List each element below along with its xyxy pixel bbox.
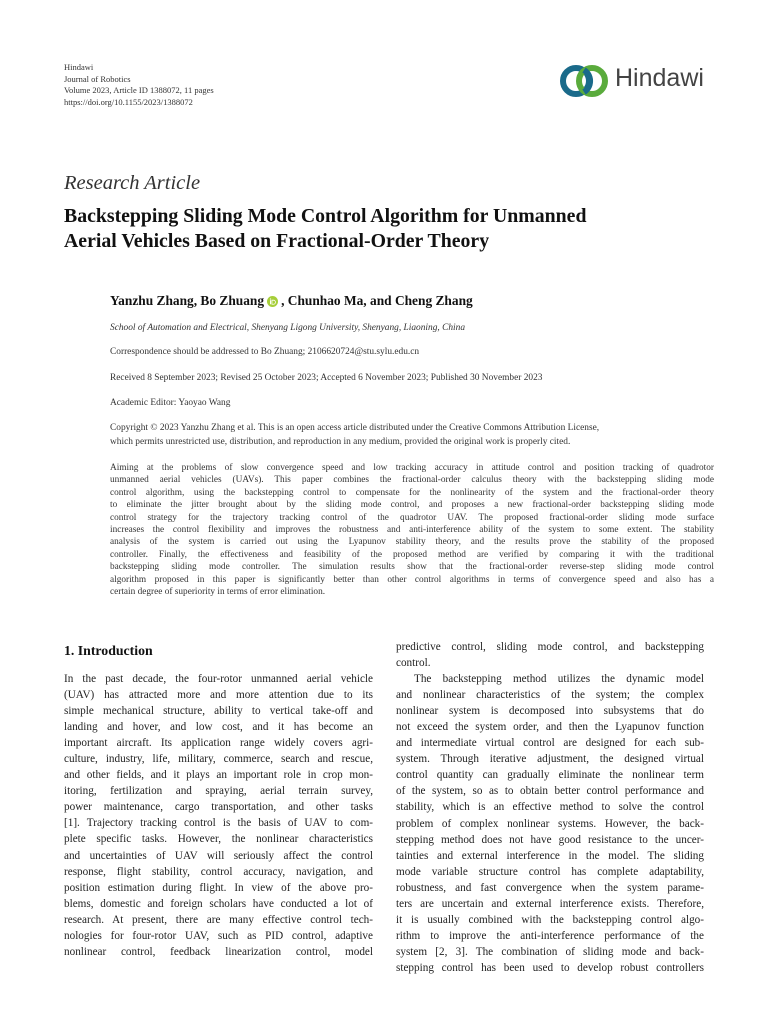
body-line: In the past decade, the four-rotor unmanned aerial vehicle bbox=[64, 673, 373, 685]
logo-wordmark: Hindawi bbox=[615, 64, 704, 92]
abstract-line: analysis of the system is carried out using the Lyapunov stability theory, and the results prove the stability of the proposed bbox=[110, 537, 714, 548]
body-line: itoring, fertilization and spraying, aerial terrain survey, bbox=[64, 785, 373, 798]
body-line: important aircraft. Its application range widely covers agri- bbox=[64, 737, 373, 750]
body-line: tainties and external interference in the model. The sliding bbox=[396, 849, 704, 862]
body-line: robustness, and fast convergence when the system parame- bbox=[396, 881, 704, 894]
body-line: stepping method does not have good resistance to the uncer- bbox=[396, 833, 704, 846]
body-line: and other fields, and it plays an important role in crop mon- bbox=[64, 769, 373, 782]
publication-dates: Received 8 September 2023; Revised 25 October 2023; Accepted 6 November 2023; Published 30 November 2023 bbox=[110, 373, 543, 383]
article-type: Research Article bbox=[64, 172, 201, 194]
left-column-text bbox=[64, 671, 373, 960]
authors-part: , Chunhao Ma, and Cheng Zhang bbox=[281, 293, 473, 308]
body-line: stepping control has been used to develop robust controllers bbox=[396, 961, 704, 974]
body-line: power maintenance, cargo transportation, and other tasks bbox=[64, 801, 373, 814]
doi-link[interactable]: https://doi.org/10.1155/2023/1388072 bbox=[64, 96, 193, 107]
body-line: simple mechanical structure, ability to vertical take-off and bbox=[64, 705, 373, 718]
abstract-line: algorithm proposed in this paper is significantly better than other control algorithms in terms of convergence speed and also has a bbox=[110, 574, 714, 585]
author-list bbox=[110, 293, 473, 309]
body-line: of the system, so as to obtain better control performance and bbox=[396, 785, 704, 798]
body-line: stability, which is an effective method to solve the control bbox=[396, 801, 704, 814]
body-line: plete specific tasks. However, the nonlinear characteristics bbox=[64, 833, 373, 846]
body-line: nologies for four-rotor UAV, such as PID control, adaptive bbox=[64, 929, 373, 942]
body-line: and intermediate virtual control are designed for each sub- bbox=[396, 737, 704, 750]
hindawi-logo bbox=[558, 60, 718, 102]
article-title bbox=[64, 204, 724, 254]
hindawi-rings-icon bbox=[558, 60, 614, 102]
title-line: Backstepping Sliding Mode Control Algorithm for Unmanned bbox=[64, 205, 587, 227]
abstract-line: controller. Finally, the effectiveness and feasibility of the proposed method are verified by comparing it with the traditional bbox=[110, 549, 714, 560]
abstract-line: Aiming at the problems of slow convergence speed and low tracking accuracy in attitude control and position tracking of quadrotor bbox=[110, 463, 714, 473]
abstract-line: unmanned aerial vehicles (UAVs). This paper combines the fractional-order calculus theory with the backstepping sliding mode bbox=[110, 475, 714, 486]
abstract-line: control algorithm, using the backstepping control to compensate for the nonlinearity of the system and the fractional-order theory bbox=[110, 487, 714, 498]
correspondence: Correspondence should be addressed to Bo Zhuang; 2106620724@stu.sylu.edu.cn bbox=[110, 347, 420, 357]
body-line: system. Through iterative adjustment, the designed virtual bbox=[396, 753, 704, 766]
body-line: culture, industry, life, military, commerce, search and rescue, bbox=[64, 753, 373, 766]
body-line: mode variable structure control has complete adaptability, bbox=[396, 865, 704, 878]
abstract-line: control strategy for the trajectory tracking control of the quadrotor UAV. The proposed fractional-order sliding mode surface bbox=[110, 512, 714, 523]
section-heading-introduction: 1. Introduction bbox=[64, 643, 153, 658]
body-line: nonlinear system is decomposed into subsystems that do bbox=[396, 705, 704, 718]
right-column-text bbox=[396, 639, 704, 976]
body-line: problem of complex nonlinear systems. However, the back- bbox=[396, 817, 704, 830]
body-line: landing and hover, and low cost, and it has become an bbox=[64, 721, 373, 734]
body-line: response, flight stability, control accuracy, navigation, and bbox=[64, 865, 373, 878]
journal-masthead bbox=[64, 62, 214, 108]
body-line: (UAV) has attracted more and more attention due to its bbox=[64, 689, 373, 702]
abstract-line: certain degree of superiority in terms of error elimination. bbox=[110, 587, 326, 598]
publisher-name: Hindawi bbox=[64, 62, 94, 72]
copyright-notice bbox=[110, 421, 720, 449]
authors-part: Yanzhu Zhang, Bo Zhuang bbox=[110, 293, 265, 308]
body-line: not exceed the system order, and then the Lyapunov function bbox=[396, 721, 704, 734]
body-line: blems, domestic and foreign scholars have conducted a lot of bbox=[64, 897, 373, 910]
body-line: and nonlinear characteristics of the system; the complex bbox=[396, 689, 704, 702]
body-line: predictive control, sliding mode control, and backstepping bbox=[396, 641, 704, 653]
body-line: system [2, 3]. The combination of sliding mode and back- bbox=[396, 945, 704, 958]
body-line: control. bbox=[396, 657, 431, 670]
abstract bbox=[110, 462, 714, 598]
affiliation: School of Automation and Electrical, Shenyang Ligong University, Shenyang, Liaoning, China bbox=[110, 323, 466, 333]
volume-info: Volume 2023, Article ID 1388072, 11 pages bbox=[64, 85, 214, 95]
orcid-icon[interactable] bbox=[267, 296, 278, 307]
abstract-line: backstepping sliding mode controller. The simulation results show that the fractional-order reverse-step sliding mode control bbox=[110, 562, 714, 573]
body-line: and uncertainties of UAV will seriously affect the control bbox=[64, 849, 373, 862]
journal-name: Journal of Robotics bbox=[64, 73, 131, 84]
body-line: rithm to improve the anti-interference performance of the bbox=[396, 929, 704, 942]
body-line: position estimation during flight. In view of the above pro- bbox=[64, 881, 373, 894]
copyright-line: Copyright © 2023 Yanzhu Zhang et al. This is an open access article distributed under the Creative Commons Attribution License, bbox=[110, 423, 600, 433]
body-line: research. At present, there are many effective control tech- bbox=[64, 913, 373, 926]
abstract-line: increases the control flexibility and improves the robustness and anti-interference ability of the system to some extent. The stability bbox=[110, 525, 714, 536]
title-line: Aerial Vehicles Based on Fractional-Order Theory bbox=[64, 230, 490, 252]
copyright-line: which permits unrestricted use, distribution, and reproduction in any medium, provided the original work is properly cited. bbox=[110, 437, 571, 447]
abstract-line: to eliminate the jitter brought about by the sliding mode control, and proposes a new fractional-order backstepping sliding mode bbox=[110, 500, 714, 511]
body-line: The backstepping method utilizes the dynamic model bbox=[414, 673, 704, 686]
academic-editor: Academic Editor: Yaoyao Wang bbox=[110, 398, 231, 408]
body-line: ters are uncertain and external interference exists. Therefore, bbox=[396, 897, 704, 910]
body-line: it is usually combined with the backstepping control algo- bbox=[396, 913, 704, 926]
body-line: nonlinear control, feedback linearization control, model bbox=[64, 945, 373, 958]
body-line: control quantity can gradually eliminate the nonlinear term bbox=[396, 769, 704, 782]
body-line: [1]. Trajectory tracking control is the basis of UAV to com- bbox=[64, 817, 373, 830]
